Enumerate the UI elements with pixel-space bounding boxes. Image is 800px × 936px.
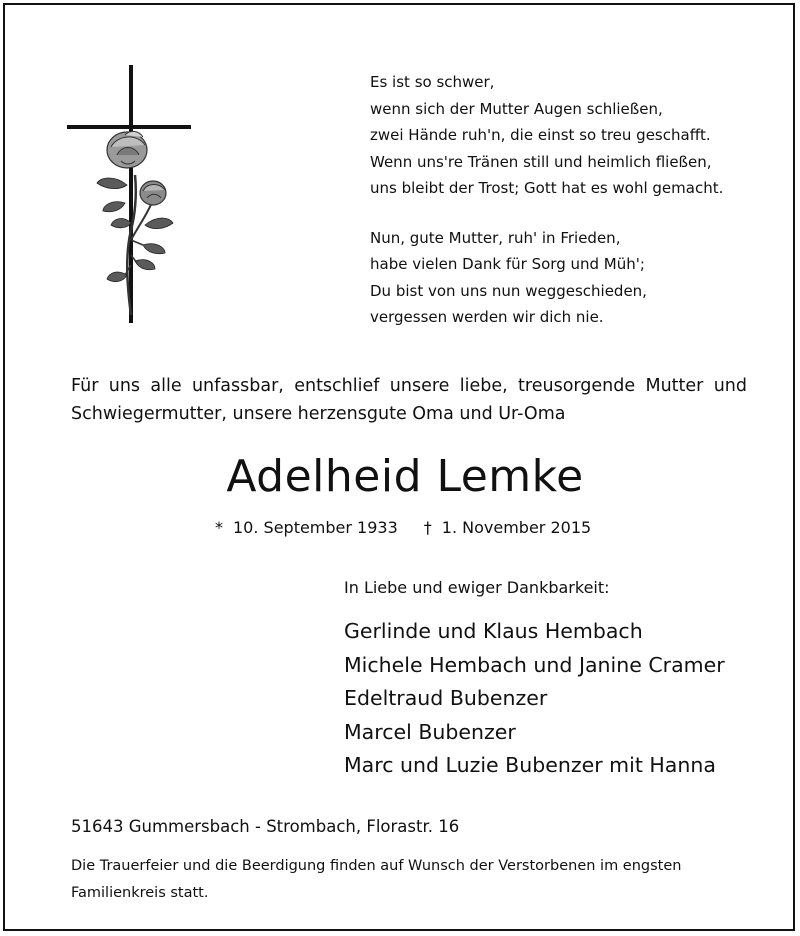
thanks-line: In Liebe und ewiger Dankbarkeit: (344, 578, 610, 597)
mourner-entry: Marc und Luzie Bubenzer mit Hanna (344, 753, 716, 777)
deceased-name: Adelheid Lemke (226, 451, 584, 502)
poem-line: wenn sich der Mutter Augen schließen, (370, 99, 663, 118)
obituary-frame (3, 3, 795, 931)
poem-stanza (370, 69, 723, 202)
poem-line: vergessen werden wir dich nie. (370, 308, 604, 326)
poem-line: habe vielen Dank für Sorg und Müh'; (370, 255, 645, 273)
poem-line: Wenn uns're Tränen still und heimlich fließen, (370, 152, 712, 171)
funeral-notice: Die Trauerfeier und die Beerdigung finden auf Wunsch der Verstorbenen im engsten Familienkreis statt. (71, 858, 682, 901)
poem-line: zwei Hände ruh'n, die einst so treu geschafft. (370, 126, 711, 144)
mourners-list (344, 615, 725, 783)
birth-date: 10. September 1933 (233, 518, 398, 537)
poem-line: Nun, gute Mutter, ruh' in Frieden, (370, 228, 621, 247)
death-date: 1. November 2015 (441, 518, 592, 537)
birth-star-icon: * (215, 518, 223, 537)
poem-line: uns bleibt der Trost; Gott hat es wohl gemacht. (370, 179, 724, 197)
poem-line: Du bist von uns nun weggeschieden, (370, 281, 647, 300)
poem (370, 69, 723, 354)
life-dates (215, 516, 591, 540)
mourner-entry: Marcel Bubenzer (344, 719, 516, 744)
intro-text: Für uns alle unfassbar, entschlief unsere liebe, treusorgende Mutter und Schwiegermutter, unsere herzensgute Oma und Ur-Oma (71, 376, 747, 424)
poem-line: Es ist so schwer, (370, 73, 495, 91)
mourner-entry: Michele Hembach und Janine Cramer (344, 652, 725, 677)
death-dagger-icon: † (423, 518, 432, 537)
address: 51643 Gummersbach - Strombach, Florastr. 16 (71, 817, 460, 836)
cross-with-roses-icon (65, 65, 205, 327)
mourner-entry: Edeltraud Bubenzer (344, 686, 548, 710)
poem-stanza (370, 225, 723, 331)
mourner-entry: Gerlinde und Klaus Hembach (344, 619, 643, 643)
